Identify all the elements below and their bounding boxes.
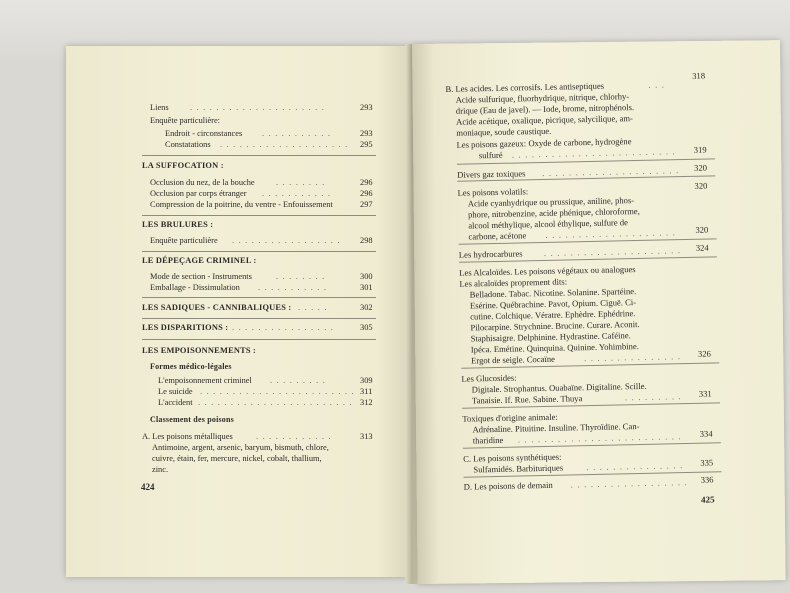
toc-entry: Compression de la poitrine, du ventre - Enfouissement	[150, 200, 333, 209]
page-number: 324	[695, 242, 709, 253]
page-number: 320	[695, 224, 709, 235]
leader-dots: . . . . . . . . . . . .	[256, 432, 332, 441]
toc-entry: Occlusion du nez, de la bouche	[150, 178, 255, 187]
section-heading: LES DISPARITIONS :	[142, 323, 229, 332]
subheading: Classement des poisons	[150, 415, 234, 424]
divider	[142, 215, 376, 216]
leader-dots: . . . . . . . . . . .	[262, 189, 332, 198]
page-number: 318	[692, 70, 706, 81]
leader-dots: . . . . . . . . . . . . . . . .	[232, 323, 335, 332]
page-number: 335	[700, 457, 714, 468]
toc-entry: A. Les poisons métalliques	[142, 432, 233, 441]
section-heading: LES EMPOISONNEMENTS :	[142, 346, 257, 355]
leader-dots: . . . . . . . . . . . . . . . . . . . . .	[542, 165, 680, 178]
page-number: 305	[360, 323, 373, 332]
leader-dots: . . . . . . . . . . . . . . . . . .	[570, 477, 688, 490]
leader-dots: . . . . . . . . . . . . . . .	[583, 351, 682, 364]
leader-dots: . . . . . . . . .	[624, 391, 682, 403]
toc-entry: Divers gaz toxiques	[457, 168, 526, 180]
toc-entry: cutine. Colchique. Vératre. Ephèdre. Ephédrine.	[470, 308, 636, 322]
leader-dots: . . . . .	[298, 303, 328, 312]
leader-dots: . . . . . . . . . . . . . . . . . . . . .	[543, 245, 682, 258]
leader-dots: . . . . . . . . . . . . . . . . .	[232, 236, 341, 245]
divider	[142, 339, 376, 340]
toc-entry: moniaque, soude caustique.	[456, 125, 552, 138]
toc-entry: Sulfamidés. Barbituriques	[473, 462, 564, 475]
page-number: 293	[360, 103, 373, 112]
page-number: 312	[360, 398, 373, 407]
page-number: 319	[693, 144, 707, 155]
leader-dots: . . . . . . . . . . . . . . . . . . . .	[545, 227, 677, 240]
section-heading: LES BRULURES :	[142, 220, 214, 229]
page-number: 302	[360, 303, 373, 312]
toc-entry: Staphisaigre. Delphinine. Hydrastine. Caféine.	[470, 330, 631, 344]
leader-dots: . . . . . . . . . . . . . . . . . . . . . . . . .	[517, 431, 682, 445]
toc-entry: Enquête particulière	[150, 236, 218, 245]
toc-entry: D. Les poisons de demain	[463, 479, 553, 492]
leader-dots: . . . . . . . . . . .	[258, 283, 328, 292]
toc-entry: sulfuré	[478, 149, 503, 161]
toc-entry: phore, nitrobenzine, acide phénique, chloroforme,	[467, 205, 640, 220]
subheading: Formes médico-légales	[150, 362, 232, 371]
toc-entry: cuivre, étain, fer, mercure, nickel, cobalt, thallium,	[152, 454, 322, 463]
page-number: 296	[360, 189, 373, 198]
page-number: 309	[360, 376, 373, 385]
page-number: 298	[360, 236, 373, 245]
toc-entry: Les Glucosides:	[461, 372, 517, 384]
toc-entry: Tanaisie. If. Rue. Sabine. Thuya	[471, 393, 583, 406]
toc-entry: Acide sulfurique, fluorhydrique, nitrique, chlorhy-	[455, 91, 630, 105]
toc-entry: Esérine. Québrachine. Pavot, Opium. Ciguë. Ci-	[469, 297, 637, 311]
toc-entry: Les hydrocarbures	[458, 248, 523, 260]
toc-entry: Enquête particulière:	[150, 116, 220, 125]
toc-entry: Le suicide	[158, 387, 193, 396]
toc-entry: Acide cyanhydrique ou prussique, aniline, phos-	[467, 195, 635, 209]
leader-dots: . . . . . . . . . . . . . . . . . . . . . . . . .	[511, 146, 676, 160]
page-number: 326	[697, 348, 711, 359]
page-number: 311	[360, 387, 373, 396]
leader-dots: . . . . . . . . . . . . . . . . . . . . . . . .	[198, 398, 353, 407]
toc-entry: Liens	[150, 103, 169, 112]
toc-entry: Mode de section - Instruments	[150, 272, 252, 281]
toc-entry: B. Les acides. Les corrosifs. Les antiseptiques	[445, 80, 605, 94]
section-heading: LES SADIQUES - CANNIBALIQUES :	[142, 303, 292, 312]
toc-entry: drique (Eau de javel). — Iode, brome, nitrophénols.	[455, 102, 635, 116]
section-heading: LA SUFFOCATION :	[142, 161, 224, 170]
divider	[142, 251, 376, 252]
toc-entry: Les poisons gazeux: Oxyde de carbone, hydrogène	[456, 136, 632, 150]
leader-dots: . . . . . . . .	[276, 178, 326, 187]
toc-entry: Endroit - circonstances	[165, 129, 243, 138]
toc-entry: Constatations	[165, 140, 211, 149]
leader-dots: . . . . . . . . . . . . . . . . . . . . .	[190, 103, 326, 112]
toc-entry: Les Alcaloïdes. Les poisons végétaux ou analogues	[459, 264, 636, 278]
leader-dots: . . . . . . . . .	[270, 376, 326, 385]
page-number: 313	[360, 432, 373, 441]
page-number: 300	[360, 272, 373, 281]
toc-entry: Belladone. Tabac. Nicotine. Solanine. Spartéine.	[469, 286, 637, 300]
toc-entry: Pilocarpine. Strychnine. Brucine. Curare. Aconit.	[470, 318, 640, 333]
toc-entry: Adrénaline. Pituitine. Insuline. Thyroïdine. Can-	[472, 421, 640, 435]
page-number: 331	[698, 388, 712, 399]
leader-dots: . . . . . . . . . . . . . . . . . . . .	[220, 140, 349, 149]
toc-entry: Antimoine, argent, arsenic, baryum, bismuth, chlore,	[152, 443, 329, 452]
toc-entry: carbone, acétone	[468, 230, 527, 242]
page-folio: 424	[141, 482, 155, 492]
divider	[142, 318, 376, 319]
page-number: 334	[699, 428, 713, 439]
leader-dots: . . . . . . . .	[276, 272, 326, 281]
toc-entry: Digitale. Strophantus. Ouabaïne. Digitaline. Scille.	[471, 380, 647, 395]
leader-dots: . . . . . . . . . . . . . . . . . . . . . . . .	[200, 387, 355, 396]
toc-entry: alcool méthylique, alcool éthylique, sulfure de	[468, 217, 628, 231]
toc-entry: Ipéca. Emétine. Quinquina. Quinine. Yohimbine.	[470, 341, 639, 355]
toc-entry: Les alcaloïdes proprement dits:	[459, 276, 568, 289]
toc-entry: Toxiques d'origine animale:	[462, 411, 558, 424]
divider	[142, 297, 376, 298]
page-number: 336	[700, 474, 714, 485]
toc-entry: L'empoisonnement criminel	[158, 376, 252, 385]
page-number: 296	[360, 178, 373, 187]
page-number: 320	[693, 162, 708, 173]
leader-dots: . . . . . . . . . . .	[262, 129, 332, 138]
page-number: 293	[360, 129, 373, 138]
toc-entry: Acide acétique, oxalique, picrique, salycilique, am-	[455, 113, 633, 127]
toc-entry: Ergot de seigle. Cocaïne	[470, 353, 556, 366]
page-number: 320	[694, 180, 708, 191]
leader-dots: . . .	[648, 79, 666, 90]
toc-entry: L'accident	[158, 398, 193, 407]
toc-entry: C. Les poisons synthétiques:	[463, 451, 562, 464]
toc-entry: zinc.	[152, 465, 169, 474]
section-heading: LE DÉPEÇAGE CRIMINEL :	[142, 256, 257, 265]
page-number: 301	[360, 283, 373, 292]
toc-entry: Occlusion par corps étranger	[150, 189, 247, 198]
page-folio: 425	[700, 494, 715, 505]
page-number: 295	[360, 140, 373, 149]
toc-entry: tharidine	[472, 434, 504, 446]
leader-dots: . . . . . . . . . . . . . . .	[586, 460, 684, 473]
page-number: 297	[360, 200, 373, 209]
toc-entry: Emballage - Dissimulation	[150, 283, 240, 292]
toc-entry: Les poisons volatils:	[457, 186, 529, 198]
divider	[142, 155, 376, 156]
